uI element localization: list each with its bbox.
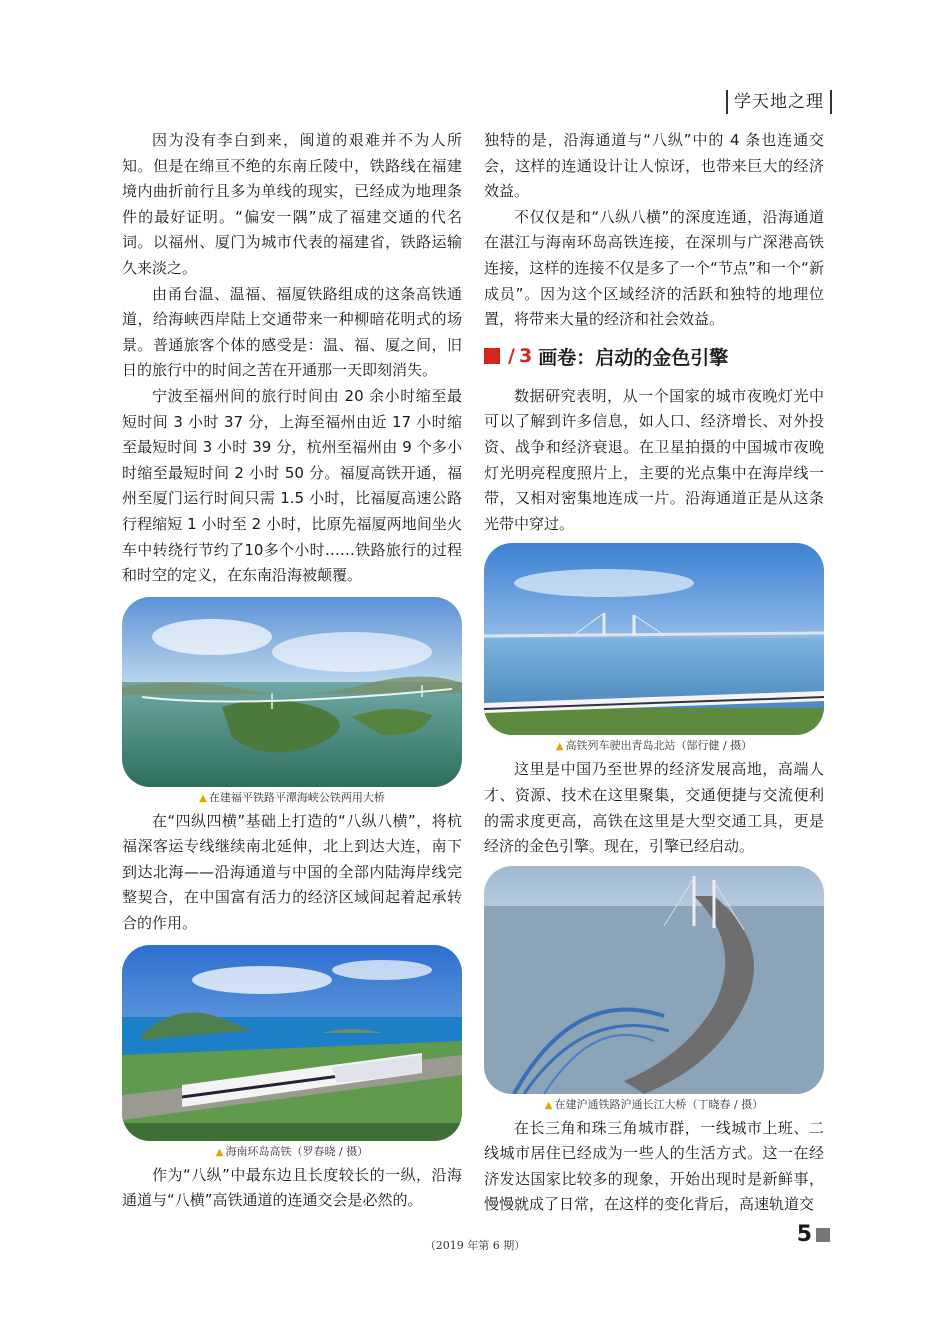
caption-triangle-icon: ▲: [199, 792, 207, 804]
issue-footer: （2019 年第 6 期）: [424, 1239, 526, 1252]
left-paragraph-2: 由甬台温、温福、福厦铁路组成的这条高铁通道，给海峡西岸陆上交通带来一种柳暗花明式的场景。普通旅客个体的感受是：温、福、厦之间，旧日的旅行中的时间之苦在开通那一天即刻消失。: [122, 284, 462, 380]
red-square-icon: [484, 348, 500, 364]
left-column: [122, 128, 462, 1214]
left-paragraph-1: 因为没有李白到来，闽道的艰难并不为人所知。但是在绵亘不绝的东南丘陵中，铁路线在福建境内曲折前行且多为单线的现实，已经成为地理条件的最好证明。“偏安一隅”成了福建交通的代名词。以福州、厦门为城市代表的福建省，铁路运输久来淡之。: [122, 131, 462, 277]
left-paragraph-5: 作为“八纵”中最东边且长度较长的一纵，沿海通道与“八横”高铁通道的连通交会是必然的。: [122, 1165, 462, 1210]
left-paragraph-4: 在“四纵四横”基础上打造的“八纵八横”，将杭福深客运专线继续南北延伸，北上到达大连，南下到达北海——沿海通道与中国的全部内陆海岸线完整契合，在中国富有活力的经济区域间起着起承转合的作用。: [122, 811, 462, 933]
photo-hutong-bridge: [484, 866, 824, 1094]
photo-bridge-strait: [122, 597, 462, 787]
caption-text: 海南环岛高铁（罗春晓 / 摄）: [225, 1144, 369, 1158]
right-paragraph-4: 这里是中国乃至世界的经济发展高地，高端人才、资源、技术在这里聚集，交通便捷与交流便利的需求度更高，高铁在这里是大型交通工具，更是经济的金色引擎。现在，引擎已经启动。: [484, 760, 824, 856]
caption-bridge-strait: [122, 789, 462, 805]
right-paragraph-2: 不仅仅是和“八纵八横”的深度连通，沿海通道在湛江与海南环岛高铁连接，在深圳与广深港高铁连接，这样的连接不仅是多了一个“节点”和一个“新成员”。因为这个区域经济的活跃和独特的地理位置，将带来大量的经济和社会效益。: [484, 207, 824, 329]
photo-qingdao-train: [484, 543, 824, 735]
caption-text: 在建沪通铁路沪通长江大桥（丁晓春 / 摄）: [554, 1097, 764, 1111]
page-number: [797, 1222, 830, 1247]
caption-hainan-train: [122, 1143, 462, 1159]
section-header-mark: 学天地之理: [726, 90, 832, 114]
section-slash: /: [508, 345, 515, 368]
caption-qingdao-train: [484, 737, 824, 753]
caption-triangle-icon: ▲: [215, 1146, 224, 1158]
grey-square-icon: [816, 1228, 830, 1242]
caption-hutong-bridge: [484, 1096, 824, 1112]
right-paragraph-5: 在长三角和珠三角城市群，一线城市上班、二线城市居住已经成为一些人的生活方式。这一在经济发达国家比较多的现象，开始出现时是新鲜事，慢慢就成了日常，在这样的变化背后，高速轨道交: [484, 1118, 824, 1214]
caption-text: 在建福平铁路平潭海峡公铁两用大桥: [208, 790, 385, 804]
right-paragraph-3: 数据研究表明，从一个国家的城市夜晚灯光中可以了解到许多信息，如人口、经济增长、对外投资、战争和经济衰退。在卫星拍摄的中国城市夜晚灯光明亮程度照片上，主要的光点集中在海岸线一带，又相对密集地连成一片。沿海通道正是从这条光带中穿过。: [484, 386, 824, 533]
section-heading: [484, 343, 824, 370]
right-column: [484, 128, 824, 1218]
caption-triangle-icon: ▲: [544, 1099, 553, 1111]
caption-text: 高铁列车驶出青岛北站（郜行健 / 摄）: [565, 739, 753, 753]
section-number: 3: [518, 345, 533, 368]
right-paragraph-1: 独特的是，沿海通道与“八纵”中的 4 条也连通交会，这样的连通设计让人惊讶，也带来巨大的经济效益。: [484, 131, 824, 201]
left-paragraph-3: 宁波至福州间的旅行时间由 20 余小时缩至最短时间 3 小时 37 分，上海至福州由近 17 小时缩至最短时间 3 小时 39 分，杭州至福州由 9 个多小时缩至最短时间 2 小时 50 分。福厦高铁开通，福州至厦门运行时间只需 1.5 小时，比福厦高速公路行程缩短 1 小时至 2 小时，比原先福厦两地间坐火车中转绕行节约了10多个小时……铁路旅行的过程和时空的定义，在东南沿海被颠覆。: [122, 386, 462, 585]
section-title: 画卷：启动的金色引擎: [538, 346, 729, 369]
page-number-text: 5: [796, 1222, 812, 1247]
caption-triangle-icon: ▲: [555, 741, 564, 753]
photo-hainan-train: [122, 945, 462, 1141]
